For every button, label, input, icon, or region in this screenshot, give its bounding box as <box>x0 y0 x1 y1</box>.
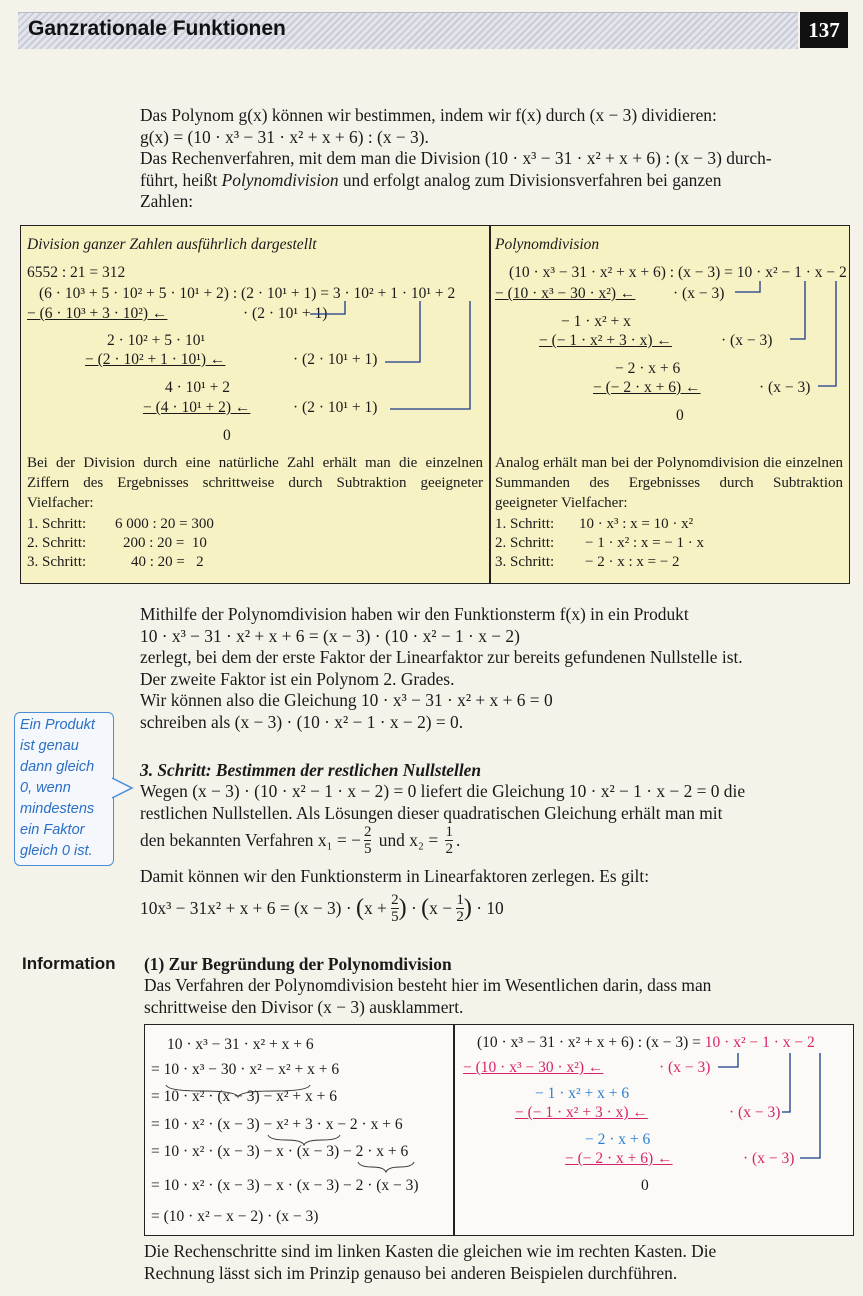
box-divider <box>453 1025 455 1235</box>
poly-division-line: − (− 2 · x + 6) ← <box>593 379 701 396</box>
page-number: 137 <box>800 12 848 48</box>
left-step-3: 3. Schritt: 40 : 20 = 2 <box>27 554 204 570</box>
margin-note-line: 0, wenn <box>20 780 71 796</box>
int-division-line: (6 · 10³ + 5 · 10² + 5 · 10¹ + 2) : (2 · 10¹ + 1) = 3 · 10² + 1 · 10¹ + 2 <box>39 285 456 302</box>
int-division-line: 2 · 10² + 5 · 10¹ <box>107 332 206 349</box>
information-label: Information <box>22 954 116 973</box>
step3-line-4: Damit können wir den Funktionsterm in Linearfaktoren zerlegen. Es gilt: <box>140 866 650 886</box>
left-box-text: Bei der Division durch eine natürliche Zahl erhält man die einzelnen Ziffern des Ergebnisses schrittweise durch Subtraktion geeigneter Vielfacher: <box>27 455 483 511</box>
int-division-line: 6552 : 21 = 312 <box>27 264 126 281</box>
margin-note-box <box>14 712 114 866</box>
poly-division-line: − 1 · x² + x <box>561 313 631 330</box>
right-step-1: 1. Schritt: 10 · x³ : x = 10 · x² <box>495 516 694 532</box>
right-box-title: Polynomdivision <box>495 236 600 253</box>
left-step-2: 2. Schritt: 200 : 20 = 10 <box>27 535 207 551</box>
factoring-row: = 10 · x² · (x − 3) − x · (x − 3) − 2 · x + 6 <box>151 1143 409 1160</box>
middle-paragraph <box>140 604 852 733</box>
intro-line-4: führt, heißt Polynomdivision und erfolgt analog zum Divisionsverfahren bei ganzen <box>140 169 722 190</box>
closing-line-2: Rechnung lässt sich im Prinzip genauso bei anderen Beispielen durchführen. <box>144 1262 678 1283</box>
factoring-row: = (10 · x² − x − 2) · (x − 3) <box>151 1208 319 1225</box>
chapter-header-bar <box>18 12 798 49</box>
right-step-3: 3. Schritt: − 2 · x : x = − 2 <box>495 554 680 570</box>
poly-division-line: − (− 1 · x² + 3 · x) ← <box>515 1104 648 1121</box>
right-box-text: Analog erhält man bei der Polynomdivision die einzelnen Summanden des Ergebnisses durch Subtraktion geeigneter Vielfacher: <box>495 455 843 511</box>
int-division-line: − (4 · 10¹ + 2) ← <box>143 399 251 416</box>
step3-solutions: den bekannten Verfahren x₁ = − $\frac{2}{5}$ und x₂ = $\frac{1}{2}$ . <box>140 824 461 857</box>
margin-note-line: ist genau <box>20 738 79 754</box>
chapter-title: Ganzrationale Funktionen <box>28 17 286 40</box>
middle-line-4: Der zweite Faktor ist ein Polynom 2. Grades. <box>140 668 455 689</box>
intro-paragraph <box>140 105 848 213</box>
poly-division-line: (10 · x³ − 31 · x² + x + 6) : (x − 3) = 10 · x² − 1 · x − 2 <box>509 264 847 281</box>
middle-line-5: Wir können also die Gleichung 10 · x³ − 31 · x² + x + 6 = 0 <box>140 690 553 710</box>
step3-heading: 3. Schritt: Bestimmen der restlichen Nullstellen <box>140 760 482 780</box>
poly-division-line: · (x − 3) <box>729 1104 781 1121</box>
factoring-row: = 10 · x² · (x − 3) − x · (x − 3) − 2 · (x − 3) <box>151 1177 419 1194</box>
poly-division-line: − (10 · x³ − 30 · x²) ← <box>495 285 636 302</box>
poly-division-line: 0 <box>641 1177 649 1194</box>
factoring-row: 10 · x³ − 31 · x² + x + 6 <box>167 1036 314 1053</box>
poly-division-line: − 2 · x + 6 <box>615 360 681 377</box>
poly-division-line: · (x − 3) <box>721 332 773 349</box>
poly-division-line: − 2 · x + 6 <box>585 1131 651 1148</box>
poly-division-line: − (10 · x³ − 30 · x²) ← <box>463 1059 604 1076</box>
poly-division-line: − (− 1 · x² + 3 · x) ← <box>539 332 672 349</box>
margin-note-line: dann gleich <box>20 759 95 775</box>
closing-line-1: Die Rechenschritte sind im linken Kasten die gleichen wie im rechten Kasten. Die <box>144 1241 717 1261</box>
poly-division-line: · (x − 3) <box>659 1059 711 1076</box>
information-line-1: Das Verfahren der Polynomdivision besteht hier im Wesentlichen darin, dass man <box>144 975 712 995</box>
middle-line-3: zerlegt, bei dem der erste Faktor der Linearfaktor zur bereits gefundenen Nullstelle ist. <box>140 647 743 667</box>
middle-line-6: schreiben als (x − 3) · (10 · x² − 1 · x − 2) = 0. <box>140 711 464 732</box>
information-paragraph <box>144 975 852 1018</box>
division-justification-box <box>144 1024 854 1236</box>
poly-division-line: − 1 · x² + x + 6 <box>535 1085 630 1102</box>
poly-division-line: · (x − 3) <box>743 1150 795 1167</box>
poly-division-line: · (x − 3) <box>759 379 811 396</box>
step3-line-2: restlichen Nullstellen. Als Lösungen dieser quadratischen Gleichung erhält man mit <box>140 802 723 823</box>
step3-line-1: Wegen (x − 3) · (10 · x² − 1 · x − 2) = 0 liefert die Gleichung 10 · x² − 1 · x − 2 = 0 die <box>140 781 746 801</box>
factoring-row: = 10 · x³ − 30 · x² − x² + x + 6 <box>151 1061 340 1078</box>
intro-line-5: Zahlen: <box>140 191 194 211</box>
poly-division-line: · (x − 3) <box>673 285 725 302</box>
poly-division-line: − (− 2 · x + 6) ← <box>565 1150 673 1167</box>
right-step-2: 2. Schritt: − 1 · x² : x = − 1 · x <box>495 535 705 551</box>
information-heading: (1) Zur Begründung der Polynomdivision <box>144 954 452 974</box>
intro-line-3: Das Rechenverfahren, mit dem man die Division (10 · x³ − 31 · x² + x + 6) : (x − 3) durch- <box>140 148 772 168</box>
poly-division-header: (10 · x³ − 31 · x² + x + 6) : (x − 3) = 10 · x² − 1 · x − 2 <box>477 1034 815 1051</box>
int-division-line: 4 · 10¹ + 2 <box>165 379 231 396</box>
margin-note-line: gleich 0 ist. <box>20 843 93 859</box>
left-step-1: 1. Schritt: 6 000 : 20 = 300 <box>27 516 214 532</box>
int-division-line: − (6 · 10³ + 3 · 10²) ← <box>27 305 168 322</box>
intro-line-2: g(x) = (10 · x³ − 31 · x² + x + 6) : (x − 3). <box>140 126 429 147</box>
factoring-row: = 10 · x² · (x − 3) − x² + x + 6 <box>151 1088 338 1105</box>
factoring-row: = 10 · x² · (x − 3) − x² + 3 · x − 2 · x + 6 <box>151 1116 403 1133</box>
poly-division-line: 0 <box>676 407 684 424</box>
box-divider <box>489 226 491 583</box>
intro-line-1: Das Polynom g(x) können wir bestimmen, indem wir f(x) durch (x − 3) dividieren: <box>140 105 717 125</box>
closing-paragraph <box>144 1241 856 1284</box>
int-division-line: · (2 · 10¹ + 1) <box>293 399 378 416</box>
middle-line-1: Mithilfe der Polynomdivision haben wir den Funktionsterm f(x) in ein Produkt <box>140 604 689 624</box>
left-box-title: Division ganzer Zahlen ausführlich dargestellt <box>27 236 317 253</box>
margin-note-line: Ein Produkt <box>20 717 95 733</box>
int-division-line: 0 <box>223 427 231 444</box>
division-comparison-box <box>20 225 850 584</box>
information-line-2: schrittweise den Divisor (x − 3) ausklammert. <box>144 996 464 1017</box>
int-division-line: · (2 · 10¹ + 1) <box>293 351 378 368</box>
int-division-line: − (2 · 10² + 1 · 10¹) ← <box>85 351 226 368</box>
margin-note-line: ein Faktor <box>20 822 85 838</box>
middle-line-2: 10 · x³ − 31 · x² + x + 6 = (x − 3) · (10 · x² − 1 · x − 2) <box>140 625 520 646</box>
int-division-line: · (2 · 10¹ + 1) <box>243 305 328 322</box>
step3-paragraph <box>140 781 852 824</box>
margin-note-line: mindestens <box>20 801 95 817</box>
linear-factor-equation: 10x³ − 31x² + x + 6 = (x − 3) · (x + $\frac{2}{5}$ ) · (x − $\frac{1}{2}$ ) · 10 <box>140 892 504 925</box>
